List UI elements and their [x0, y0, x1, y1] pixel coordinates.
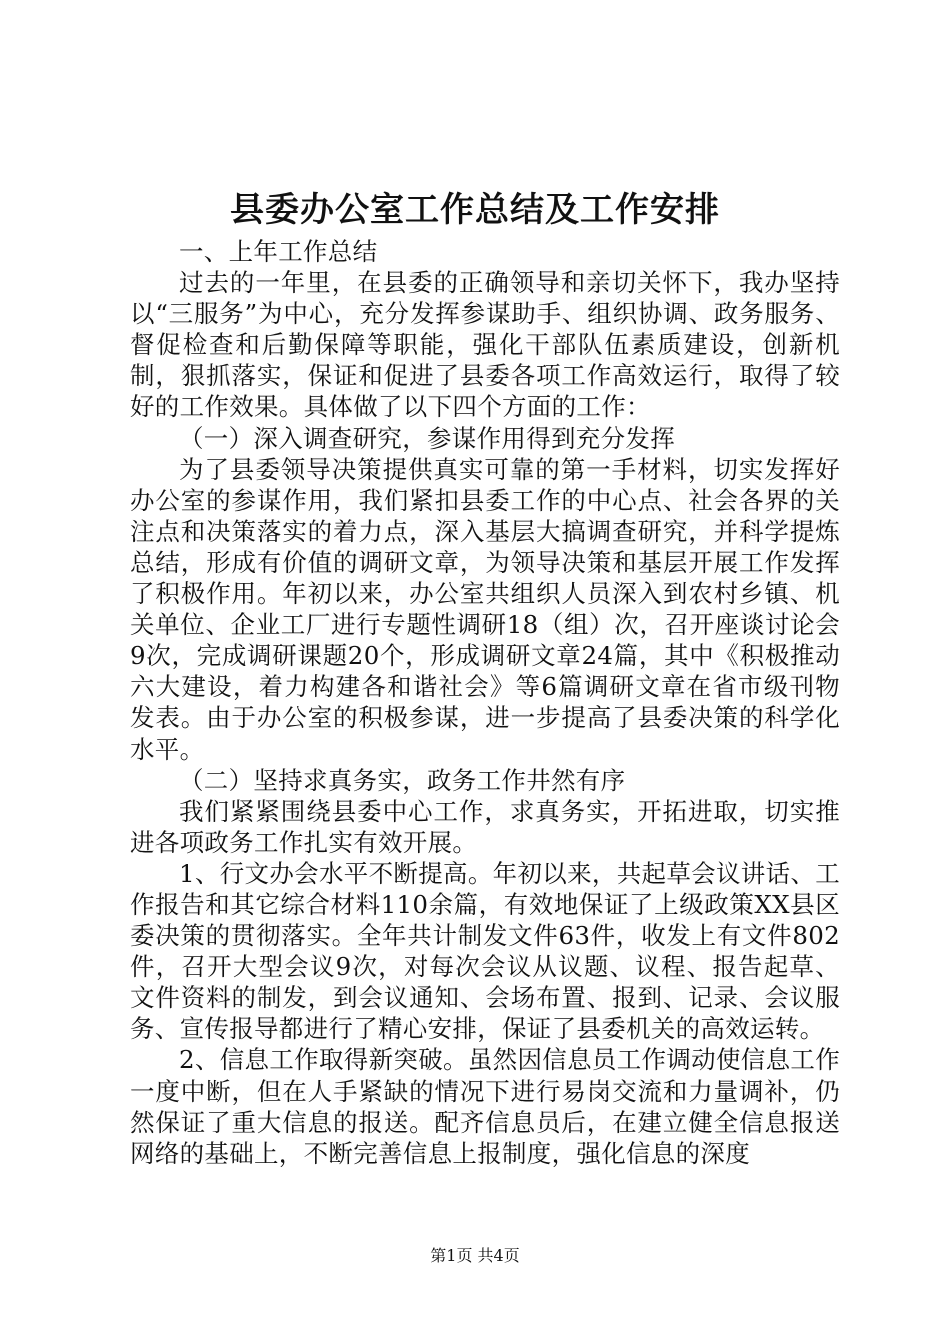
- paragraph: 过去的一年里，在县委的正确领导和亲切关怀下，我办坚持以“三服务”为中心，充分发挥参谋助手、组织协调、政务服务、督促检查和后勤保障等职能，强化干部队伍素质建设，创新机制，狠抓落实，保证和促进了县委各项工作高效运行，取得了较好的工作效果。具体做了以下四个方面的工作：: [130, 268, 840, 422]
- paragraph: 为了县委领导决策提供真实可靠的第一手材料，切实发挥好办公室的参谋作用，我们紧扣县委工作的中心点、社会各界的关注点和决策落实的着力点，深入基层大搞调查研究，并科学提炼总结，形成有价值的调研文章，为领导决策和基层开展工作发挥了积极作用。年初以来，办公室共组织人员深入到农村乡镇、机关单位、企业工厂进行专题性调研18（组）次，召开座谈讨论会9次，完成调研课题20个，形成调研文章24篇，其中《积极推动六大建设，着力构建各和谐社会》等6篇调研文章在省市级刊物发表。由于办公室的积极参谋，进一步提高了县委决策的科学化水平。: [130, 454, 840, 764]
- section-heading: 一、上年工作总结: [179, 237, 378, 266]
- paragraph: 1、行文办会水平不断提高。年初以来，共起草会议讲话、工作报告和其它综合材料110余篇，有效地保证了上级政策XX县区委决策的贯彻落实。全年共计制发文件63件，收发上有文件802件，召开大型会议9次，对每次会议从议题、议程、报告起草、文件资料的制发，到会议通知、会场布置、报到、记录、会议服务、宣传报导都进行了精心安排，保证了县委机关的高效运转。: [130, 858, 840, 1044]
- document-title: 县委办公室工作总结及工作安排: [230, 190, 720, 230]
- subsection-heading: （二）坚持求真务实，政务工作井然有序: [179, 765, 626, 795]
- page-footer: 第1页 共4页: [430, 1246, 520, 1265]
- document-body: [130, 236, 840, 1169]
- subsection-heading: （一）深入调查研究，参谋作用得到充分发挥: [179, 423, 675, 453]
- paragraph: 我们紧紧围绕县委中心工作，求真务实，开拓进取，切实推进各项政务工作扎实有效开展。: [130, 796, 840, 857]
- paragraph: 2、信息工作取得新突破。虽然因信息员工作调动使信息工作一度中断，但在人手紧缺的情况下进行易岗交流和力量调补，仍然保证了重大信息的报送。配齐信息员后，在建立健全信息报送网络的基础上，不断完善信息上报制度，强化信息的深度: [130, 1045, 840, 1168]
